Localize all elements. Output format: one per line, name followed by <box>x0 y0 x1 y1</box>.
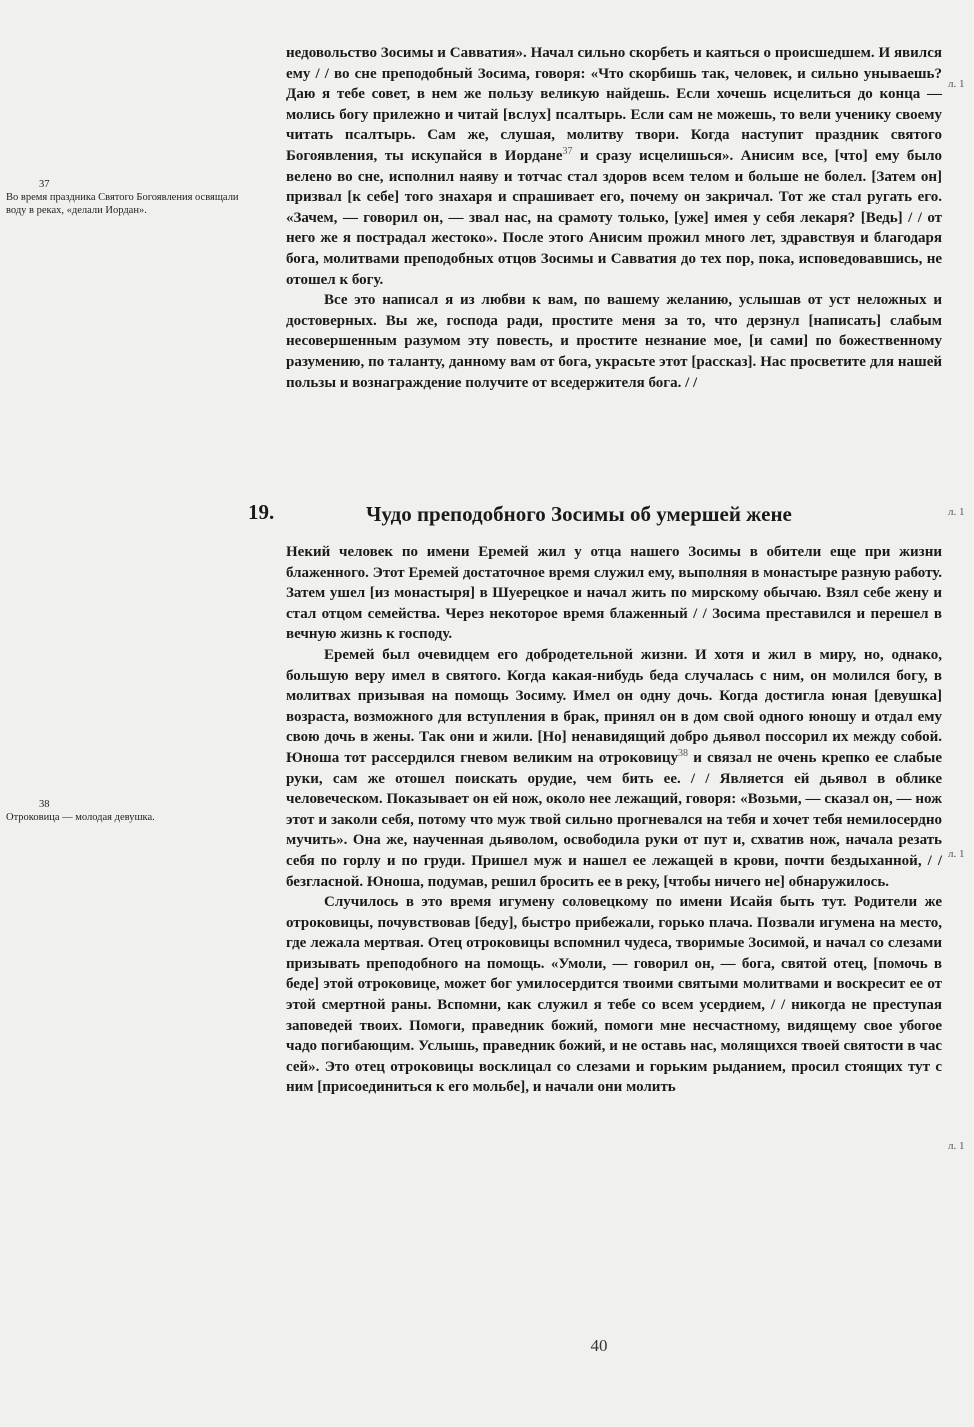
paragraph <box>286 43 942 290</box>
text-run: и сразу исцелишься». Анисим все, [что] ему было велено во сне, исполнил наяву и тотчас стал здоров всем телом и больше не болел. [Затем он] призвал [к себе] того знахаря и спрашивает его, почему он закричал. Тот же стал ругать его. «Зачем, — говорил он, — звал нас, на срамоту только, [уже] имея у себя лекаря? [Ведь] / / от него же я пострадал жестоко». После этого Анисим прожил много лет, здравствуя и благодаря бога, молитвами преподобных отцов Зосимы и Савватия до тех пор, пока, исповедовавшись, не отошел к богу. <box>286 147 942 288</box>
footnote-37 <box>6 178 256 217</box>
paragraph: Некий человек по имени Еремей жил у отца нашего Зосимы в обители еще при жизни блаженного. Этот Еремей достаточное время служил ему, выполняя в монастыре разную работу. Затем ушел [из монастыря] в Шуерецкое и начал жить по мирскому обычаю. Взял себе жену и стал отцом семейства. Через некоторое время блаженный / / Зосима преставился и перешел в вечную жизнь к господу. <box>286 544 942 643</box>
text-run: и связал не очень крепко ее слабые руки, сам же отошел поискать орудие, чем бить ее. / / Является ей дьявол в облике человеческом. Показывает он ей нож, около нее лежащий, говоря: «Возьми, — сказал он, — нож этот и заколи себя, потому что муж твой сильно прогневался на тебя и хочет тебя немилосердно мучить». Она же, наученная дьяволом, освободила руки от пут и, схватив нож, начала резать себя по горлу и по груди. Пришел муж и нашел ее лежащей в крови, почти бездыханной, / / безгласной. Юноша, подумав, решил бросить ее в реку, [чтобы ничего не] обнаружилось. <box>286 749 942 890</box>
text-run: недовольство Зосимы и Савватия». Начал сильно скорбеть и каяться о происшедшем. И явился ему / / во сне преподобный Зосима, говоря: «Что скорбишь так, человек, и сильно унываешь? Даю я тебе совет, в нем же пользу великую найдешь. Если хочешь исцелиться до конца — молись богу прилежно и читай [вслух] псалтырь. Если сам не можешь, то вели ученику своему читать псалтырь. Сам же, слушая, молитву твори. Когда наступит праздник святого Богоявления, ты искупайся в Иордане <box>286 45 942 164</box>
paragraph: Случилось в это время игумену соловецкому по имени Исайя быть тут. Родители же отроковицы, почувствовав [беду], быстро прибежали, горько плача. Позвали игумена на место, где лежала мертвая. Отец отроковицы вспомнил чудеса, творимые Зосимой, и начал со слезами призывать преподобного на помощь. «Умоли, — говорил он, — бога, святой отец, [помочь в беде] этой отроковице, может бог умилосердится твоими святыми молитвами и воскресит ее от этой смертной раны. Вспомни, как служил я тебе со всем усердием, / / никогда не преступая заповедей твоих. Помоги, праведник божий, помоги мне несчастному, видящему свое убогое чадо погибающим. Услышь, праведник божий, и не оставь нас, молящихся твоей святости в час сей». Это отец отроковицы восклицал со слезами и горьким рыданием, просил стоящих тут с ним [присоединиться к его мольбе], и начали они молить <box>286 894 942 1096</box>
margin-leaf-note: л. 1 <box>948 506 965 518</box>
paragraph: Все это написал я из любви к вам, по вашему желанию, услышав от уст неложных и достоверных. Вы же, господа ради, простите меня за то, что дерзнул [написать] слабым несовершенным разумом эту повесть, и простите незнание мое, [и сами] по божественному разумению, по таланту, данному вам от бога, украсьте этот [рассказ]. Нас просветите для нашей пользы и вознаграждение получите от вседержителя бога. / / <box>286 292 942 391</box>
footnote-text: Во время праздника Святого Богоявления освящали воду в реках, «делали Иордан». <box>6 192 239 216</box>
text-block-chapter <box>286 542 942 1098</box>
chapter-title: Чудо преподобного Зосимы об умершей жене <box>366 502 792 526</box>
footnote-38 <box>6 798 256 824</box>
footnote-ref-38[interactable]: 38 <box>678 747 689 759</box>
footnote-number: 37 <box>39 179 50 190</box>
footnote-number: 38 <box>39 799 50 810</box>
text-block-top <box>286 43 942 393</box>
text-run: Еремей был очевидцем его добродетельной жизни. И хотя и жил в миру, но, однако, большую веру имел в святого. Когда какая-нибудь беда случалась с ним, он молился богу, в молитвах призывая на помощь Зосиму. Имел он одну дочь. Когда достигла юная [девушка] возраста, возможного для вступления в брак, принял он в дом свой одного юношу и отдал ему свою дочь в жены. Так они и жили. [Но] ненавидящий добро дьявол поссорил их между собой. Юноша тот рассердился гневом великим на отроковицу <box>286 646 942 766</box>
footnote-text: Отроковица — молодая девушка. <box>6 812 155 823</box>
chapter-number: 19. <box>248 500 275 524</box>
paragraph <box>286 645 942 892</box>
margin-leaf-note: л. 1 <box>948 1140 965 1152</box>
footnote-ref-37[interactable]: 37 <box>562 145 573 157</box>
margin-leaf-note: л. 1 <box>948 848 965 860</box>
page-number: 40 <box>590 1336 608 1355</box>
margin-leaf-note: л. 1 <box>948 78 965 90</box>
